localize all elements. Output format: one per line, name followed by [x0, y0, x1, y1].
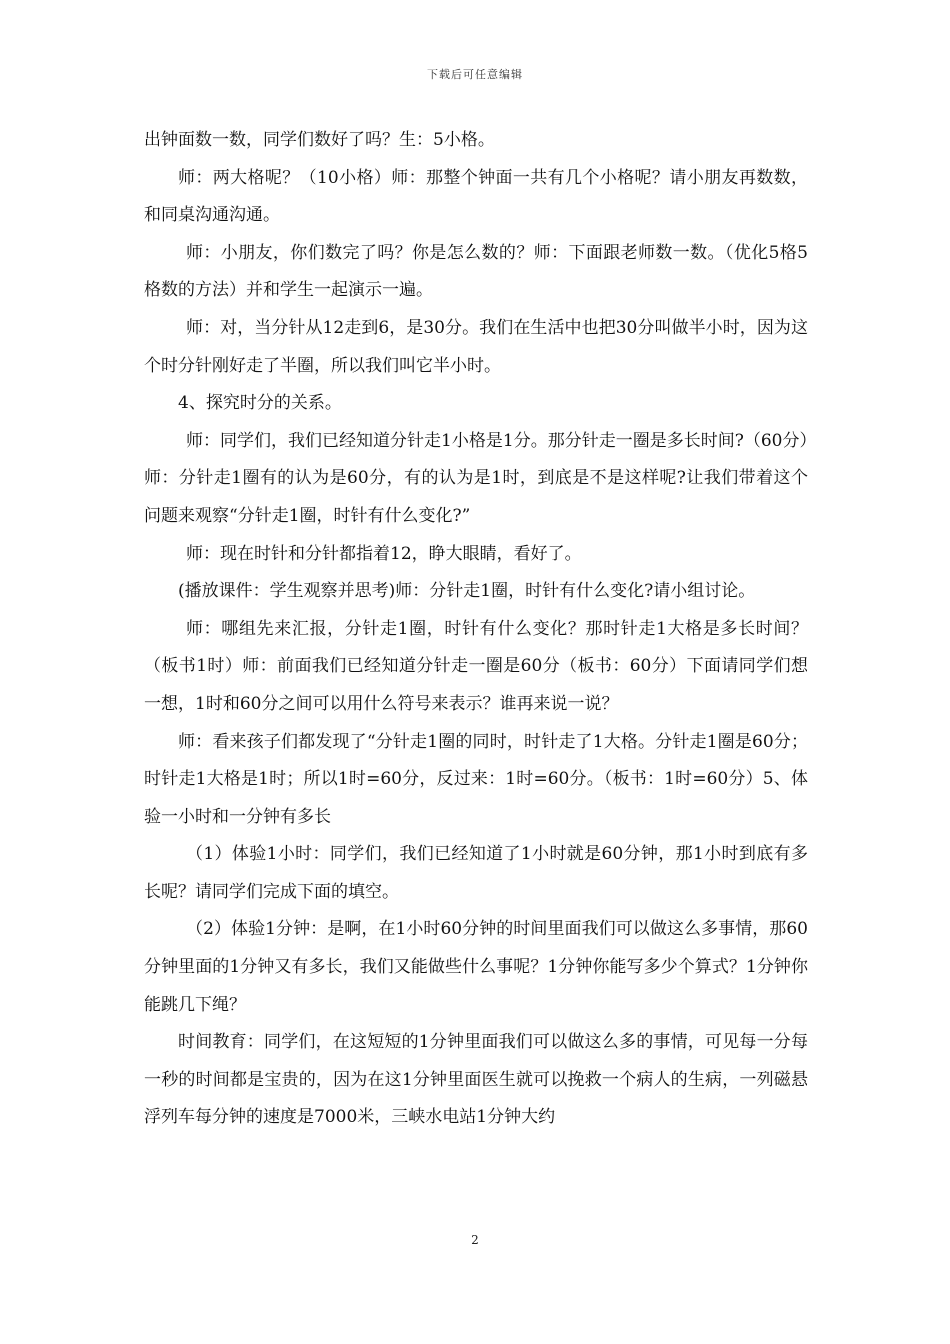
paragraph-8: (播放课件：学生观察并思考)师：分针走1圈，时针有什么变化?请小组讨论。 — [178, 581, 756, 602]
page-header-note: 下载后可任意编辑 — [427, 68, 523, 81]
paragraph-9: 师：哪组先来汇报，分针走1圈，时针有什么变化？那时针走1大格是多长时间？（板书1时）师：前面我们已经知道分针走一圈是60分（板书：60分）下面请同学们想一想，1时和60分之间可以用什么符号来表示？谁再来说一说？ — [144, 618, 808, 714]
paragraph-1: 出钟面数一数，同学们数好了吗？生：5小格。 — [144, 130, 495, 150]
paragraph-6: 师：同学们，我们已经知道分针走1小格是1分。那分针走一圈是多长时间?（60分）师：分针走1圈有的认为是60分，有的认为是1时，到底是不是这样呢?让我们带着这个问题来观察“分针走1圈，时针有什么变化?” — [144, 430, 808, 526]
paragraph-5: 4、探究时分的关系。 — [178, 393, 342, 414]
document-body — [144, 122, 808, 1137]
paragraph-4: 师：对，当分针从12走到6，是30分。我们在生活中也把30分叫做半小时，因为这个时分针刚好走了半圈，所以我们叫它半小时。 — [144, 317, 808, 376]
paragraph-7: 师：现在时针和分针都指着12，睁大眼睛，看好了。 — [186, 543, 582, 564]
paragraph-13: 时间教育：同学们，在这短短的1分钟里面我们可以做这么多的事情，可见每一分每一秒的时间都是宝贵的，因为在这1分钟里面医生就可以挽救一个病人的生病，一列磁悬浮列车每分钟的速度是7000米，三峡水电站1分钟大约 — [144, 1032, 808, 1128]
paragraph-11: （1）体验1小时：同学们，我们已经知道了1小时就是60分钟，那1小时到底有多长呢？请同学们完成下面的填空。 — [144, 844, 808, 902]
paragraph-2: 师：两大格呢？（10小格）师：那整个钟面一共有几个小格呢？请小朋友再数数，和同桌沟通沟通。 — [144, 167, 808, 226]
paragraph-3: 师：小朋友，你们数完了吗？你是怎么数的？师：下面跟老师数一数。（优化5格5格数的方法）并和学生一起演示一遍。 — [144, 242, 808, 301]
paragraph-10: 师：看来孩子们都发现了“分针走1圈的同时，时针走了1大格。分针走1圈是60分；时针走1大格是1时；所以1时=60分，反过来：1时=60分。（板书：1时=60分）5、体验一小时和一分钟有多长 — [144, 731, 808, 827]
page-number: 2 — [471, 1233, 479, 1247]
paragraph-12: （2）体验1分钟：是啊，在1小时60分钟的时间里面我们可以做这么多事情，那60分钟里面的1分钟又有多长，我们又能做些什么事呢？1分钟你能写多少个算式？1分钟你能跳几下绳？ — [144, 919, 808, 1015]
